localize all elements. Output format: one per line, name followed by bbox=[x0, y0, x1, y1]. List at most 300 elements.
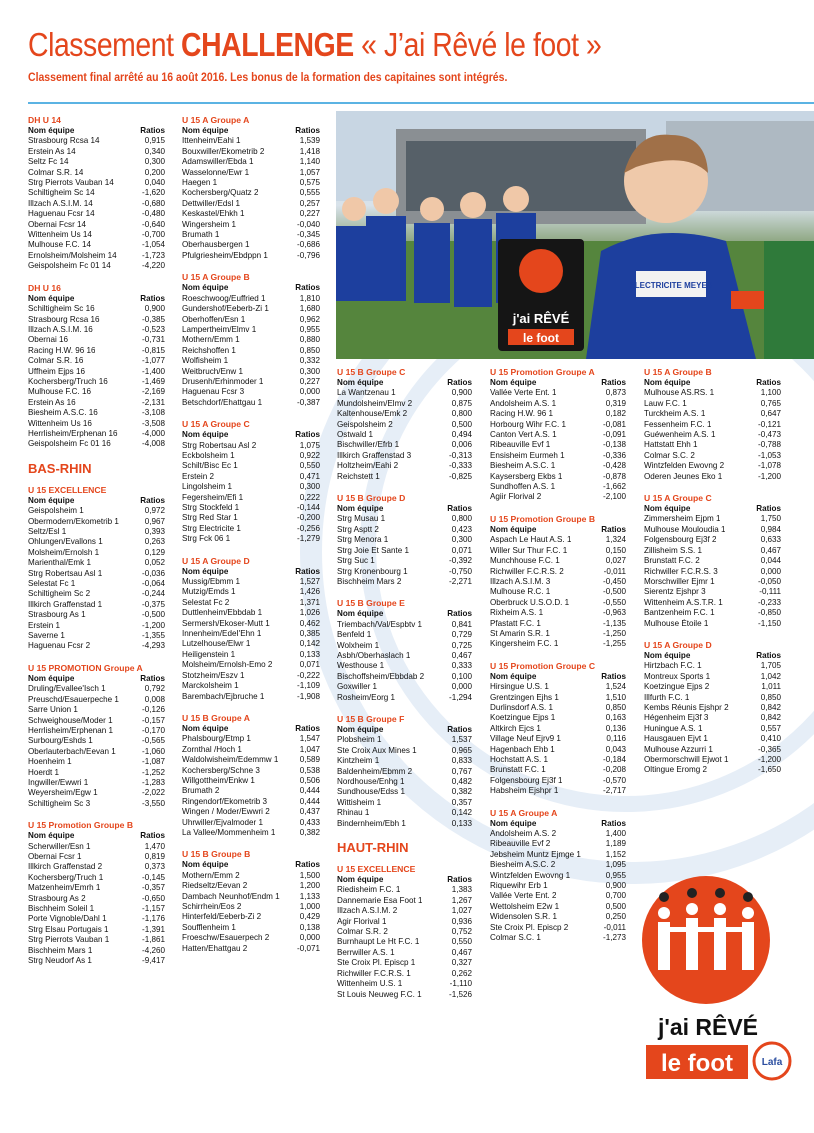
ratio-value: 0,494 bbox=[451, 430, 472, 440]
table-title: U 15 A Groupe C bbox=[644, 493, 712, 504]
team-name: Keskastel/Ehkh 1 bbox=[182, 209, 245, 219]
ratio-value: 0,227 bbox=[299, 376, 320, 386]
table-row bbox=[182, 304, 320, 314]
table-row bbox=[182, 493, 320, 503]
ratio-value: -1,078 bbox=[758, 461, 781, 471]
team-column-header: Nom équipe bbox=[28, 293, 75, 303]
ratio-value: 0,262 bbox=[451, 968, 472, 978]
ratio-value: 0,538 bbox=[299, 765, 320, 775]
team-name: Haguenau Fcsr 2 bbox=[28, 641, 91, 651]
team-name: Illfurth F.C. 1 bbox=[644, 692, 690, 702]
team-name: Richwiller F.C.R.S. 1 bbox=[337, 968, 411, 978]
ratio-value: -1,255 bbox=[603, 639, 626, 649]
table-row bbox=[182, 650, 320, 660]
ranking-table bbox=[337, 367, 472, 482]
table-row bbox=[28, 408, 165, 418]
table-row bbox=[644, 608, 781, 618]
table-row bbox=[644, 598, 781, 608]
ratio-value: -1,157 bbox=[142, 904, 165, 913]
table-header-row bbox=[28, 674, 165, 684]
table-row bbox=[28, 335, 165, 345]
table-row bbox=[28, 346, 165, 356]
table-row bbox=[337, 969, 472, 979]
table-row bbox=[490, 829, 626, 839]
table-row bbox=[182, 755, 320, 765]
ratio-value: -0,680 bbox=[142, 198, 165, 208]
table-row bbox=[182, 871, 320, 881]
table-row bbox=[644, 546, 781, 556]
table-row bbox=[182, 902, 320, 912]
ratio-column-header: Ratios bbox=[756, 378, 781, 387]
ratio-value: -0,365 bbox=[758, 744, 781, 754]
table-row bbox=[182, 892, 320, 902]
ratio-value: -2,022 bbox=[142, 788, 165, 798]
ratio-column-header: Ratios bbox=[447, 378, 472, 387]
team-name: Bouxwiller/Ekometrib 2 bbox=[182, 146, 265, 156]
ratio-value: -1,400 bbox=[142, 366, 165, 376]
table-row bbox=[490, 420, 626, 430]
table-row bbox=[182, 818, 320, 828]
table-row bbox=[182, 587, 320, 597]
table-row bbox=[28, 778, 165, 788]
team-name: Strg Kronenbourg 1 bbox=[337, 566, 408, 576]
table-row bbox=[337, 556, 472, 566]
ratio-value: 0,850 bbox=[605, 702, 626, 712]
team-name: Rhinau 1 bbox=[337, 808, 370, 818]
ratio-column-header: Ratios bbox=[756, 650, 781, 660]
ranking-table bbox=[337, 598, 472, 703]
table-row bbox=[644, 713, 781, 723]
table-row bbox=[490, 598, 626, 608]
team-name: Strg Joie Et Sante 1 bbox=[337, 545, 409, 555]
ratio-value: 0,129 bbox=[144, 547, 165, 557]
table-header-row bbox=[28, 126, 165, 136]
team-name: Hirsingue U.S. 1 bbox=[490, 682, 549, 692]
ratio-value: -0,145 bbox=[142, 872, 165, 882]
team-name: Koetzingue Ejps 2 bbox=[644, 682, 710, 692]
ratio-value: 0,008 bbox=[144, 694, 165, 704]
ratio-column-header: Ratios bbox=[140, 673, 165, 683]
ratio-value: 0,138 bbox=[299, 922, 320, 932]
team-name: Oberhausbergen 1 bbox=[182, 240, 250, 250]
team-name: Mulhouse AS.RS. 1 bbox=[644, 388, 715, 398]
ratio-value: -0,523 bbox=[142, 324, 165, 334]
team-name: Herrlisheim/Erphenan 1 bbox=[28, 725, 114, 735]
team-name: Habsheim Ejshpr 1 bbox=[490, 786, 559, 796]
ratio-value: -1,252 bbox=[142, 767, 165, 777]
table-row bbox=[337, 746, 472, 756]
team-name: Wittenheim A.S.T.R. 1 bbox=[644, 597, 723, 607]
table-row bbox=[182, 451, 320, 461]
ratio-value: -0,480 bbox=[142, 209, 165, 219]
table-title: U 15 B Groupe E bbox=[337, 598, 405, 609]
ratio-value: -0,640 bbox=[142, 219, 165, 229]
table-row bbox=[28, 589, 165, 599]
table-row bbox=[182, 387, 320, 397]
team-name: Schweighouse/Moder 1 bbox=[28, 715, 113, 725]
table-row bbox=[28, 325, 165, 335]
ratio-value: -0,963 bbox=[603, 608, 626, 618]
table-row bbox=[182, 577, 320, 587]
ratio-value: 0,000 bbox=[299, 933, 320, 943]
ranking-table bbox=[644, 640, 781, 776]
ratio-value: 0,984 bbox=[760, 524, 781, 534]
table-row bbox=[28, 684, 165, 694]
ratio-value: 0,044 bbox=[760, 556, 781, 566]
ratio-value: -0,208 bbox=[603, 765, 626, 775]
table-title: U 15 Promotion Groupe A bbox=[490, 367, 595, 377]
ratio-value: -1,723 bbox=[142, 250, 165, 260]
ratio-value: 0,163 bbox=[605, 713, 626, 723]
table-row bbox=[644, 734, 781, 744]
table-row bbox=[337, 896, 472, 906]
ratio-value: 0,006 bbox=[451, 440, 472, 450]
table-title: U 15 Promotion Groupe B bbox=[28, 820, 134, 831]
ratio-value: -1,283 bbox=[142, 777, 165, 787]
team-name: Colmar S.C. 2 bbox=[644, 450, 695, 460]
table-row bbox=[182, 944, 320, 954]
table-row bbox=[337, 388, 472, 398]
table-row bbox=[490, 871, 626, 881]
ratio-value: -1,200 bbox=[142, 620, 165, 630]
team-name: Strg Elsau Portugais 1 bbox=[28, 924, 109, 934]
table-row bbox=[182, 692, 320, 702]
team-name: Haegen 1 bbox=[182, 178, 218, 188]
team-name: Lauw F.C. 1 bbox=[644, 398, 687, 408]
team-name: Huningue A.S. 1 bbox=[644, 723, 703, 733]
ratio-value: 0,333 bbox=[451, 661, 472, 671]
team-name: Strg Pierrots Vauban 14 bbox=[28, 178, 114, 188]
ratio-value: 0,429 bbox=[299, 912, 320, 922]
ratio-value: -1,250 bbox=[603, 628, 626, 638]
table-row bbox=[490, 409, 626, 419]
ratio-value: 0,340 bbox=[144, 146, 165, 156]
table-row bbox=[644, 703, 781, 713]
team-name: Strg Fck 06 1 bbox=[182, 534, 231, 544]
ratio-value: -0,686 bbox=[297, 240, 320, 250]
table-row bbox=[182, 230, 320, 240]
ratio-value: 1,026 bbox=[299, 608, 320, 618]
table-title: U 15 A Groupe A bbox=[182, 115, 250, 125]
table-header-row bbox=[28, 496, 165, 506]
team-name: Mulhouse Azzurri 1 bbox=[644, 744, 713, 754]
ratio-value: -0,500 bbox=[603, 587, 626, 597]
page-subtitle: Classement final arrêté au 16 août 2016. Les bonus de la formation des capitaines sont intégrés. bbox=[28, 70, 508, 84]
ratio-value: 1,140 bbox=[299, 157, 320, 167]
team-column-header: Nom équipe bbox=[182, 283, 229, 293]
table-row bbox=[182, 136, 320, 146]
table-row bbox=[28, 799, 165, 809]
table-header-row bbox=[337, 875, 472, 885]
team-name: Sermersh/Ekoser-Mutt 1 bbox=[182, 618, 270, 628]
table-row bbox=[182, 398, 320, 408]
column-3 bbox=[337, 367, 472, 1011]
ratio-value: 0,647 bbox=[760, 409, 781, 419]
table-row bbox=[28, 188, 165, 198]
ratio-column-header: Ratios bbox=[295, 430, 320, 440]
ratio-value: -1,861 bbox=[142, 935, 165, 945]
ratio-value: -1,469 bbox=[142, 376, 165, 386]
ratio-value: -0,428 bbox=[603, 461, 626, 471]
ratio-value: -1,355 bbox=[142, 631, 165, 641]
ratio-value: 1,680 bbox=[299, 304, 320, 314]
ratio-value: 1,075 bbox=[299, 440, 320, 450]
ratio-column-header: Ratios bbox=[601, 671, 626, 681]
ratio-value: 0,550 bbox=[451, 937, 472, 947]
table-row bbox=[337, 535, 472, 545]
team-name: Mothern/Emm 1 bbox=[182, 335, 240, 345]
team-name: Riquewihr Erb 1 bbox=[490, 881, 548, 891]
ratio-value: 1,267 bbox=[451, 895, 472, 905]
ratio-value: 0,444 bbox=[299, 796, 320, 806]
ratio-value: 0,967 bbox=[144, 516, 165, 526]
team-name: Mulhouse R.C. 1 bbox=[490, 587, 551, 597]
table-row bbox=[28, 631, 165, 641]
table-row bbox=[490, 860, 626, 870]
table-row bbox=[337, 661, 472, 671]
ratio-value: -3,550 bbox=[142, 798, 165, 808]
table-row bbox=[644, 525, 781, 535]
team-name: Zimmersheim Ejpm 1 bbox=[644, 514, 721, 524]
ratio-value: -1,060 bbox=[142, 746, 165, 756]
team-name: Folgensbourg Ej3f 1 bbox=[490, 775, 563, 785]
ratio-value: -0,450 bbox=[603, 576, 626, 586]
table-row bbox=[182, 513, 320, 523]
ratio-value: -0,144 bbox=[297, 503, 320, 512]
team-name: Strg Pierrots Vauban 1 bbox=[28, 935, 110, 945]
ratio-value: 0,557 bbox=[760, 723, 781, 733]
team-name: Strg Robertsau Asl 2 bbox=[182, 440, 257, 450]
table-row bbox=[28, 240, 165, 250]
ratio-value: -1,908 bbox=[297, 691, 320, 701]
table-row bbox=[182, 629, 320, 639]
table-row bbox=[182, 209, 320, 219]
table-row bbox=[337, 906, 472, 916]
ratio-value: 0,792 bbox=[144, 684, 165, 694]
column-5 bbox=[644, 367, 781, 787]
table-row bbox=[28, 367, 165, 377]
ratio-value: 1,705 bbox=[760, 661, 781, 671]
table-row bbox=[182, 335, 320, 345]
table-row bbox=[490, 482, 626, 492]
table-row bbox=[490, 556, 626, 566]
table-row bbox=[182, 639, 320, 649]
team-name: Illzach A.S.I.M. 14 bbox=[28, 198, 93, 208]
team-name: Rosheim/Eorg 1 bbox=[337, 692, 396, 702]
ratio-value: -0,170 bbox=[142, 725, 165, 735]
ratio-value: 0,506 bbox=[299, 775, 320, 785]
team-name: Strg Asptt 2 bbox=[337, 524, 379, 534]
team-name: Rixheim A.S. 1 bbox=[490, 608, 544, 618]
team-column-header: Nom équipe bbox=[182, 126, 229, 135]
logo-text-2: le foot bbox=[661, 1050, 733, 1077]
ratio-value: -0,071 bbox=[297, 943, 320, 953]
team-name: Racing H.W. 96 1 bbox=[490, 409, 553, 419]
team-name: Strasbourg Rcsa 14 bbox=[28, 136, 100, 146]
ratio-value: 1,000 bbox=[299, 902, 320, 911]
table-row bbox=[490, 755, 626, 765]
table-header-row bbox=[182, 126, 320, 136]
team-name: Illzach A.S.I.M. 16 bbox=[28, 324, 93, 334]
team-name: Morschwiller Ejmr 1 bbox=[644, 576, 715, 586]
team-name: Folgensbourg Ej3f 2 bbox=[644, 535, 717, 545]
ratio-column-header: Ratios bbox=[601, 818, 626, 828]
table-row bbox=[182, 377, 320, 387]
team-name: Durlinsdorf A.S. 1 bbox=[490, 702, 553, 712]
team-name: Hagenbach Ehb 1 bbox=[490, 744, 555, 754]
ratio-value: 0,382 bbox=[451, 787, 472, 797]
ratio-value: 1,510 bbox=[605, 692, 626, 702]
table-row bbox=[182, 933, 320, 943]
team-name: Haguenau Fcsr 3 bbox=[182, 387, 245, 397]
ratio-value: -1,053 bbox=[758, 450, 781, 460]
team-name: Kembs Réunis Ejshpr 2 bbox=[644, 702, 729, 712]
ratio-value: 0,040 bbox=[144, 178, 165, 188]
ratio-value: 0,500 bbox=[605, 901, 626, 911]
table-title: DH U 14 bbox=[28, 115, 61, 125]
table-row bbox=[337, 567, 472, 577]
table-row bbox=[182, 251, 320, 261]
team-name: Wittisheim 1 bbox=[337, 797, 382, 807]
ratio-value: 0,819 bbox=[144, 851, 165, 861]
ratio-value: -0,825 bbox=[449, 471, 472, 481]
table-header-row bbox=[337, 504, 472, 514]
team-name: Kochersberg/Quatz 2 bbox=[182, 188, 259, 198]
team-name: Strg Stockfeld 1 bbox=[182, 503, 240, 512]
table-row bbox=[644, 399, 781, 409]
team-name: Illkirch Graffenstad 1 bbox=[28, 599, 103, 609]
ratio-value: 0,423 bbox=[451, 524, 472, 534]
ratio-value: -0,385 bbox=[142, 314, 165, 324]
ratio-value: 0,575 bbox=[299, 178, 320, 188]
team-column-header: Nom équipe bbox=[337, 504, 384, 514]
ratio-value: 0,071 bbox=[299, 660, 320, 670]
ratio-value: -0,500 bbox=[142, 610, 165, 620]
ratio-value: -1,273 bbox=[603, 933, 626, 943]
team-photo bbox=[336, 111, 814, 359]
ratio-value: 0,500 bbox=[451, 419, 472, 429]
table-row bbox=[182, 598, 320, 608]
team-name: Kochersberg/Truch 1 bbox=[28, 872, 104, 882]
ratio-value: 0,000 bbox=[760, 566, 781, 576]
team-name: Ittenheim/Eahi 1 bbox=[182, 136, 241, 146]
ratio-value: -0,036 bbox=[142, 568, 165, 578]
table-row bbox=[28, 429, 165, 439]
team-name: Biesheim A.S.C. 2 bbox=[490, 860, 556, 870]
ratio-value: -1,135 bbox=[603, 618, 626, 628]
table-row bbox=[644, 461, 781, 471]
team-name: Hatten/Ehattgau 2 bbox=[182, 943, 248, 953]
table-row bbox=[182, 147, 320, 157]
ratio-value: 1,133 bbox=[299, 891, 320, 901]
table-row bbox=[337, 577, 472, 587]
table-row bbox=[490, 734, 626, 744]
team-name: Eckbolsheim 1 bbox=[182, 450, 235, 460]
ratio-value: -1,150 bbox=[758, 618, 781, 628]
ratio-value: 0,467 bbox=[760, 545, 781, 555]
table-row bbox=[644, 420, 781, 430]
table-row bbox=[644, 577, 781, 587]
ratio-value: 1,418 bbox=[299, 146, 320, 156]
team-name: Strg Neudorf As 1 bbox=[28, 956, 92, 966]
ratio-value: -1,200 bbox=[758, 471, 781, 481]
table-row bbox=[337, 461, 472, 471]
table-row bbox=[644, 535, 781, 545]
team-name: Asbh/Oberhaslach 1 bbox=[337, 650, 411, 660]
ratio-value: -0,111 bbox=[759, 587, 781, 597]
ratio-value: 0,965 bbox=[451, 745, 472, 755]
team-name: Geispolsheim 1 bbox=[28, 506, 84, 516]
table-row bbox=[644, 567, 781, 577]
ratio-value: 0,385 bbox=[299, 629, 320, 639]
team-name: Ribeauville Evf 2 bbox=[490, 839, 551, 849]
ratio-value: 1,189 bbox=[605, 839, 626, 849]
ratio-value: -0,121 bbox=[758, 419, 781, 429]
table-header-row bbox=[644, 504, 781, 514]
team-name: Racing H.W. 96 16 bbox=[28, 345, 96, 355]
ratio-value: -3,108 bbox=[142, 408, 165, 418]
team-name: Agir Florival 1 bbox=[337, 916, 387, 926]
table-row bbox=[490, 933, 626, 943]
team-name: St Louis Neuweg F.C. 1 bbox=[337, 989, 422, 999]
table-row bbox=[182, 441, 320, 451]
team-name: St Amarin S.R. 1 bbox=[490, 628, 550, 638]
ratio-value: 0,227 bbox=[299, 209, 320, 219]
ratio-value: 0,729 bbox=[451, 630, 472, 640]
table-row bbox=[490, 546, 626, 556]
ratio-value: 0,467 bbox=[451, 650, 472, 660]
table-row bbox=[337, 420, 472, 430]
ratio-value: -1,620 bbox=[142, 188, 165, 198]
team-name: Mutzig/Emds 1 bbox=[182, 587, 236, 597]
table-row bbox=[644, 388, 781, 398]
team-name: Bantzenheim F.C. 1 bbox=[644, 608, 715, 618]
table-row bbox=[182, 220, 320, 230]
table-row bbox=[28, 842, 165, 852]
ratio-column-header: Ratios bbox=[140, 831, 165, 841]
team-name: Andolsheim A.S. 1 bbox=[490, 398, 557, 408]
ratio-value: 0,482 bbox=[451, 777, 472, 786]
ratio-value: 0,222 bbox=[299, 492, 320, 502]
team-name: Bindernheim/Ebh 1 bbox=[337, 818, 406, 828]
ratio-value: 0,263 bbox=[144, 537, 165, 547]
ratio-value: 0,752 bbox=[451, 927, 472, 937]
team-name: Richwiller F.C.R.S. 2 bbox=[490, 566, 564, 576]
table-row bbox=[644, 724, 781, 734]
team-name: Sundhouse/Edss 1 bbox=[337, 787, 405, 797]
ranking-table bbox=[644, 493, 781, 629]
ranking-table bbox=[182, 419, 320, 544]
team-name: Bischheim Soleil 1 bbox=[28, 904, 95, 913]
team-name: Biesheim A.S.C. 1 bbox=[490, 461, 556, 471]
table-title: U 15 EXCELLENCE bbox=[28, 484, 107, 495]
table-row bbox=[28, 419, 165, 429]
table-row bbox=[337, 514, 472, 524]
ratio-value: 0,962 bbox=[299, 314, 320, 324]
ratio-column-header: Ratios bbox=[140, 293, 165, 303]
ratio-value: 0,142 bbox=[451, 808, 472, 818]
team-name: Dettwiller/Edsl 1 bbox=[182, 198, 241, 208]
team-name: Village Neuf Ejrv9 1 bbox=[490, 734, 561, 744]
ranking-table bbox=[337, 714, 472, 829]
table-header-row bbox=[28, 294, 165, 304]
table-row bbox=[28, 230, 165, 240]
team-name: Dambach Neunhof/Endm 1 bbox=[182, 891, 280, 901]
ratio-column-header: Ratios bbox=[601, 378, 626, 387]
page-title: Classement CHALLENGE « J’ai Rêvé le foot » bbox=[28, 26, 602, 63]
table-title: U 15 B Groupe C bbox=[337, 367, 406, 377]
table-row bbox=[28, 894, 165, 904]
